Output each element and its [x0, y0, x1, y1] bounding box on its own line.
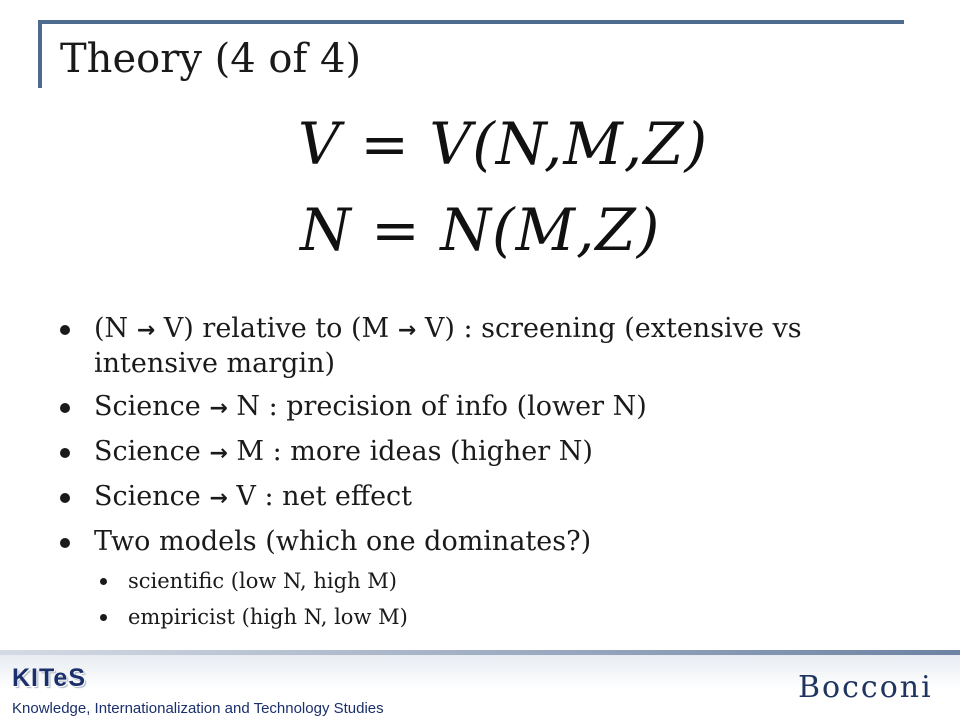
bullet-item [52, 390, 912, 425]
right-arrow-icon: → [209, 486, 228, 511]
bullet-text: M : more ideas (higher N) [236, 436, 593, 467]
bullet-item [52, 312, 912, 380]
formula-v-lhs: V [298, 110, 341, 178]
bullet-text: Science [94, 481, 201, 512]
bullet-text: V) : screening (extensive vs intensive margin) [94, 313, 802, 379]
sub-bullet-text: empiricist (high N, low M) [128, 605, 408, 629]
formula-equals-sign: = [351, 196, 441, 264]
bullet-text: V) relative to (M [163, 313, 390, 344]
bullet-item [52, 435, 912, 470]
footer-divider [0, 650, 960, 655]
right-arrow-icon: → [209, 396, 228, 421]
formula-v-rhs: V(N,M,Z) [429, 110, 709, 178]
bullet-dot-icon [60, 493, 70, 503]
sub-bullet-text: scientific (low N, high M) [128, 569, 397, 593]
bullet-text: N : precision of info (lower N) [236, 391, 647, 422]
bullet-dot-icon [60, 448, 70, 458]
sub-bullet-item [52, 604, 912, 630]
bullet-text: (N [94, 313, 129, 344]
slide-title: Theory (4 of 4) [60, 36, 362, 82]
bullet-dot-icon [60, 403, 70, 413]
bullet-text: Science [94, 391, 201, 422]
bullet-dot-icon [60, 325, 70, 335]
formula-equals-sign: = [340, 110, 430, 178]
formula-n [300, 196, 660, 264]
bocconi-logo: Bocconi [798, 670, 933, 705]
kites-subtitle: Knowledge, Internationalization and Technology Studies [12, 700, 384, 717]
formula-n-lhs: N [300, 196, 352, 264]
bullet-text: Two models (which one dominates?) [94, 526, 592, 557]
title-left-rule [38, 20, 42, 88]
right-arrow-icon: → [397, 318, 417, 343]
bullet-item [52, 525, 912, 558]
sub-bullet-item [52, 568, 912, 594]
bullet-text: Science [94, 436, 201, 467]
formula-v [298, 110, 708, 178]
bullet-dot-icon [100, 614, 107, 621]
right-arrow-icon: → [136, 318, 156, 343]
bullet-list [52, 312, 912, 640]
bullet-dot-icon [100, 578, 107, 585]
formula-n-rhs: N(M,Z) [440, 196, 661, 264]
bullet-item [52, 480, 912, 515]
title-top-rule [38, 20, 904, 24]
kites-logo: KITeS [12, 664, 86, 692]
bullet-dot-icon [60, 538, 70, 548]
right-arrow-icon: → [209, 441, 228, 466]
bullet-text: V : net effect [236, 481, 413, 512]
